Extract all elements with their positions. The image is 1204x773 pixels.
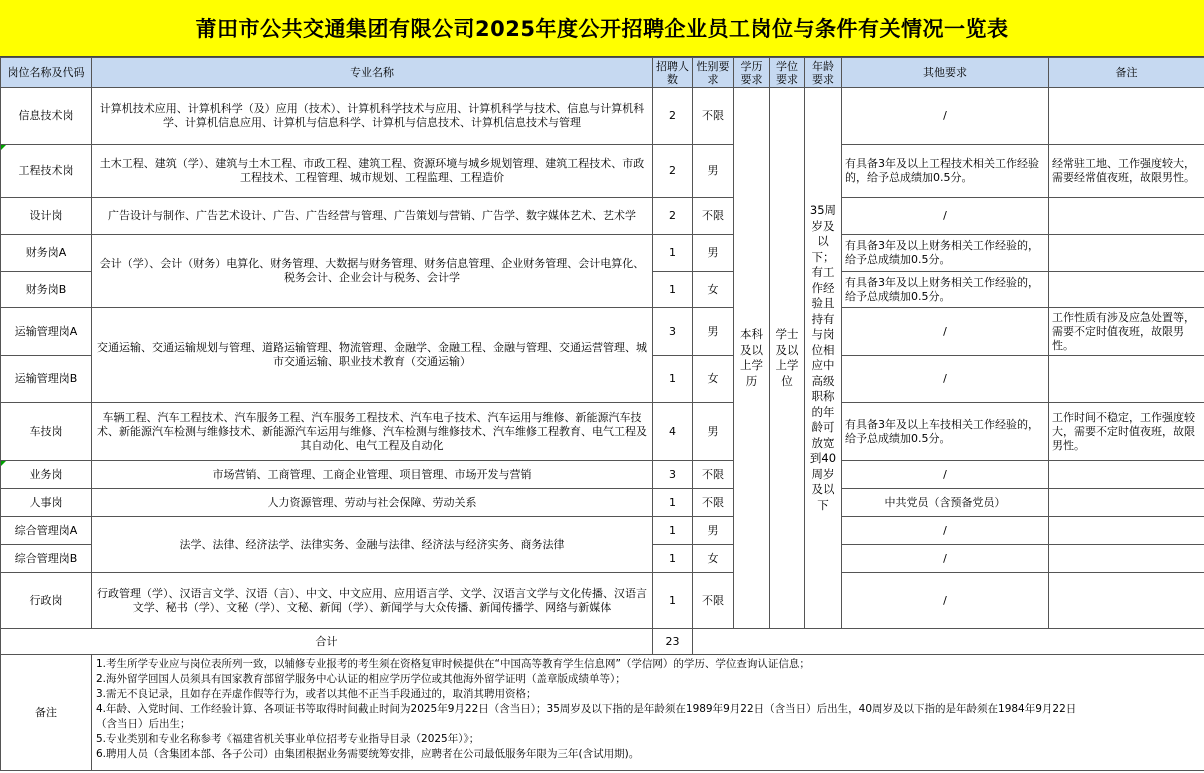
post-name: 行政岗 — [1, 573, 92, 629]
header-post: 岗位名称及代码 — [1, 58, 92, 88]
table-row — [1, 403, 1204, 461]
count-cell: 1 — [653, 489, 693, 517]
notes-label: 备注 — [1, 655, 92, 771]
gender-cell: 男 — [693, 308, 734, 356]
table-row — [1, 489, 1204, 517]
major-cell: 人力资源管理、劳动与社会保障、劳动关系 — [92, 489, 653, 517]
remark-cell — [1049, 573, 1204, 629]
major-cell: 市场营销、工商管理、工商企业管理、项目管理、市场开发与营销 — [92, 461, 653, 489]
total-empty — [693, 629, 1204, 655]
remark-cell: 工作时间不稳定，工作强度较大，需要不定时值夜班，故限男性。 — [1049, 403, 1204, 461]
other-cell: / — [842, 461, 1049, 489]
major-cell: 会计（学）、会计（财务）电算化、财务管理、大数据与财务管理、财务信息管理、企业财务管理、会计电算化、税务会计、企业会计与税务、会计学 — [92, 235, 653, 308]
count-cell: 1 — [653, 517, 693, 545]
other-cell: 有具备3年及以上工程技术相关工作经验的，给予总成绩加0.5分。 — [842, 145, 1049, 198]
remark-cell: 工作性质有涉及应急处置等，需要不定时值夜班，故限男性。 — [1049, 308, 1204, 356]
gender-cell: 不限 — [693, 489, 734, 517]
major-cell: 计算机技术应用、计算机科学（及）应用（技术）、计算机科学技术与应用、计算机科学与技术、信息与计算机科学、计算机信息应用、计算机与信息科学、计算机与信息技术、计算机信息技术与管理 — [92, 88, 653, 145]
note-line: 6.聘用人员（含集团本部、各子公司）由集团根据业务需要统筹安排，应聘者在公司最低服务年限为三年(含试用期)。 — [96, 748, 640, 760]
remark-cell — [1049, 517, 1204, 545]
degree-cell: 学士及以上学位 — [770, 88, 805, 629]
header-row — [1, 58, 1204, 88]
gender-cell: 女 — [693, 272, 734, 308]
table-row — [1, 461, 1204, 489]
education-cell: 本科及以上学历 — [734, 88, 770, 629]
gender-cell: 男 — [693, 235, 734, 272]
post-name: 财务岗A — [1, 235, 92, 272]
gender-cell: 男 — [693, 145, 734, 198]
notes-cell — [92, 655, 1204, 771]
remark-cell — [1049, 272, 1204, 308]
other-cell: 中共党员（含预备党员） — [842, 489, 1049, 517]
count-cell: 2 — [653, 145, 693, 198]
post-name: 业务岗 — [1, 461, 92, 489]
post-name: 工程技术岗 — [1, 145, 92, 198]
total-row — [1, 629, 1204, 655]
remark-cell — [1049, 461, 1204, 489]
post-name: 设计岗 — [1, 198, 92, 235]
count-cell: 1 — [653, 356, 693, 403]
header-gender: 性别要求 — [693, 58, 734, 88]
post-name: 信息技术岗 — [1, 88, 92, 145]
gender-cell: 不限 — [693, 461, 734, 489]
notes-row — [1, 655, 1204, 771]
count-cell: 3 — [653, 461, 693, 489]
other-cell: / — [842, 517, 1049, 545]
remark-cell: 经常驻工地、工作强度较大，需要经常值夜班，故限男性。 — [1049, 145, 1204, 198]
header-count: 招聘人数 — [653, 58, 693, 88]
remark-cell — [1049, 545, 1204, 573]
count-cell: 1 — [653, 272, 693, 308]
other-cell: / — [842, 308, 1049, 356]
remark-cell — [1049, 356, 1204, 403]
post-name: 综合管理岗B — [1, 545, 92, 573]
major-cell: 车辆工程、汽车工程技术、汽车服务工程、汽车服务工程技术、汽车电子技术、汽车运用与维修、新能源汽车技术、新能源汽车检测与维修技术、新能源汽车运用与维修、汽车检测与维修技术、汽车维修工程教育、电气工程及其自动化、电气工程及自动化 — [92, 403, 653, 461]
table-row — [1, 308, 1204, 356]
post-name: 财务岗B — [1, 272, 92, 308]
post-name: 运输管理岗A — [1, 308, 92, 356]
note-line: 1.考生所学专业应与岗位表所列一致，以辅修专业报考的考生须在资格复审时候提供在“中国高等教育学生信息网”（学信网）的学历、学位查询认证信息； — [96, 658, 810, 670]
header-major: 专业名称 — [92, 58, 653, 88]
count-cell: 3 — [653, 308, 693, 356]
count-cell: 4 — [653, 403, 693, 461]
header-remark: 备注 — [1049, 58, 1204, 88]
total-count: 23 — [653, 629, 693, 655]
count-cell: 2 — [653, 198, 693, 235]
gender-cell: 男 — [693, 403, 734, 461]
remark-cell — [1049, 489, 1204, 517]
count-cell: 1 — [653, 573, 693, 629]
note-line: 3.需无不良记录，且如存在弄虚作假等行为，或者以其他不正当手段通过的，取消其聘用资格； — [96, 688, 537, 700]
count-cell: 1 — [653, 235, 693, 272]
major-cell: 行政管理（学）、汉语言文学、汉语（言）、中文、中文应用、应用语言学、文学、汉语言文学与文化传播、汉语言文学、秘书（学）、文秘（学）、文秘、新闻（学）、新闻学与大众传播、新闻传播学、网络与新媒体 — [92, 573, 653, 629]
header-age: 年龄要求 — [805, 58, 842, 88]
remark-cell — [1049, 88, 1204, 145]
gender-cell: 女 — [693, 356, 734, 403]
note-line: 4.年龄、入党时间、工作经验计算、各项证书等取得时间截止时间为2025年9月22日（含当日）；35周岁及以下指的是年龄须在1989年9月22日（含当日）后出生，40周岁及以下指的是年龄须在1984年9月22日 — [96, 703, 1077, 715]
remark-cell — [1049, 235, 1204, 272]
remark-cell — [1049, 198, 1204, 235]
count-cell: 2 — [653, 88, 693, 145]
other-cell: / — [842, 198, 1049, 235]
major-cell: 土木工程、建筑（学）、建筑与土木工程、市政工程、建筑工程、资源环境与城乡规划管理、建筑工程技术、市政工程技术、工程管理、城市规划、工程监理、工程造价 — [92, 145, 653, 198]
note-line: 5.专业类别和专业名称参考《福建省机关事业单位招考专业指导目录（2025年）》； — [96, 733, 480, 745]
other-cell: 有具备3年及以上财务相关工作经验的，给予总成绩加0.5分。 — [842, 235, 1049, 272]
table-title: 莆田市公共交通集团有限公司2025年度公开招聘企业员工岗位与条件有关情况一览表 — [0, 0, 1204, 57]
note-line: （含当日）后出生； — [96, 718, 191, 730]
count-cell: 1 — [653, 545, 693, 573]
gender-cell: 不限 — [693, 88, 734, 145]
recruitment-table — [0, 57, 1204, 771]
other-cell: / — [842, 573, 1049, 629]
other-cell: / — [842, 545, 1049, 573]
other-cell: / — [842, 356, 1049, 403]
note-line: 2.海外留学回国人员须具有国家教育部留学服务中心认证的相应学历学位或其他海外留学证明（盖章版成绩单等）； — [96, 673, 626, 685]
header-degree: 学位要求 — [770, 58, 805, 88]
table-row — [1, 573, 1204, 629]
header-education: 学历要求 — [734, 58, 770, 88]
post-name: 运输管理岗B — [1, 356, 92, 403]
post-name: 车技岗 — [1, 403, 92, 461]
gender-cell: 不限 — [693, 198, 734, 235]
table-row — [1, 235, 1204, 272]
other-cell: / — [842, 88, 1049, 145]
gender-cell: 不限 — [693, 573, 734, 629]
major-cell: 广告设计与制作、广告艺术设计、广告、广告经营与管理、广告策划与营销、广告学、数字媒体艺术、艺术学 — [92, 198, 653, 235]
table-row — [1, 88, 1204, 145]
age-cell: 35周岁及以下；有工作经验且持有与岗位相应中高级职称的年龄可放宽到40周岁及以下 — [805, 88, 842, 629]
table-row — [1, 517, 1204, 545]
header-other: 其他要求 — [842, 58, 1049, 88]
post-name: 综合管理岗A — [1, 517, 92, 545]
major-cell: 交通运输、交通运输规划与管理、道路运输管理、物流管理、金融学、金融工程、金融与管理、交通运营管理、城市交通运输、职业技术教育（交通运输） — [92, 308, 653, 403]
gender-cell: 女 — [693, 545, 734, 573]
table-row — [1, 198, 1204, 235]
post-name: 人事岗 — [1, 489, 92, 517]
major-cell: 法学、法律、经济法学、法律实务、金融与法律、经济法与经济实务、商务法律 — [92, 517, 653, 573]
table-row — [1, 145, 1204, 198]
other-cell: 有具备3年及以上车技相关工作经验的，给予总成绩加0.5分。 — [842, 403, 1049, 461]
other-cell: 有具备3年及以上财务相关工作经验的，给予总成绩加0.5分。 — [842, 272, 1049, 308]
gender-cell: 男 — [693, 517, 734, 545]
total-label: 合计 — [1, 629, 653, 655]
